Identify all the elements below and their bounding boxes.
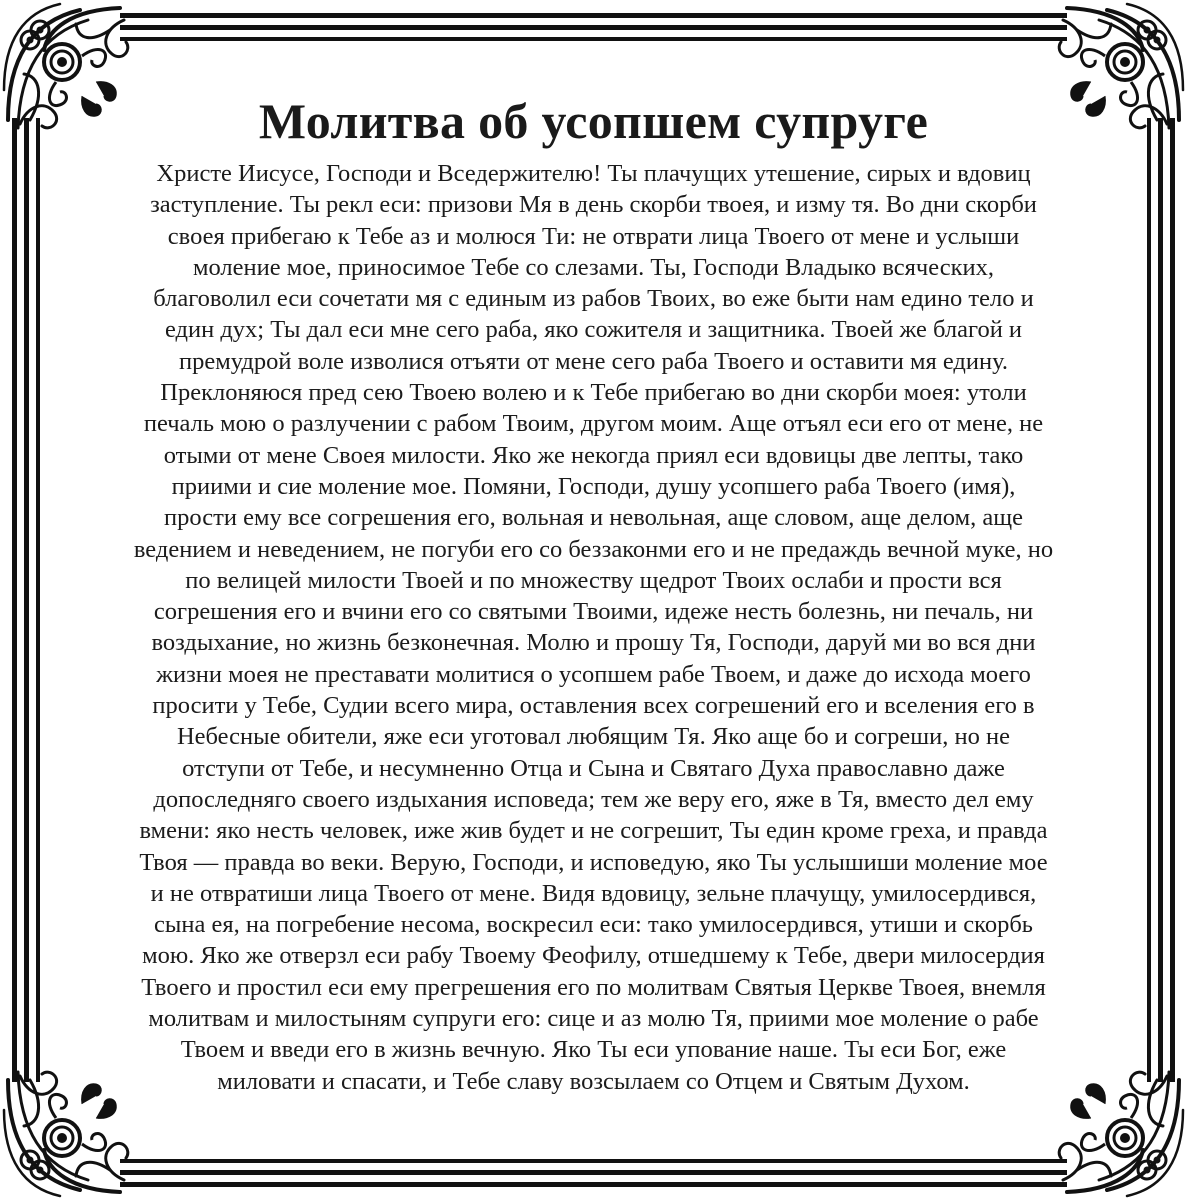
text-line: ведением и неведением, не погуби его со беззаконми его и не предаждь вечной муке, но: [133, 535, 1054, 563]
text-line: премудрой воле изволися отъяти от мене сего раба Твоего и оставити мя едину.: [178, 347, 1009, 375]
border-bottom-inner: [120, 1159, 1067, 1163]
text-line: Твоего и простил еси ему прегрешения его по молитвам Святыя Церкве Твоея, внемля: [141, 973, 1046, 1001]
border-top-middle: [120, 25, 1067, 30]
text-line: моление мое, приносимое Тебе со слезами. Ты, Господи Владыко всяческих,: [193, 253, 994, 281]
text-line: сына ея, на погребение несома, воскресил еси: тако умилосердився, утиши и скорбь: [154, 911, 1033, 939]
border-left-middle: [24, 118, 29, 1082]
text-line: просити у Тебе, Судии всего мира, оставления всех согрешений его и вселения его в: [152, 692, 1035, 720]
border-right-outer: [1170, 118, 1175, 1082]
text-line: печаль мою о разлучении с рабом Твоим, другом моим. Аще отъял еси его от мене, не: [143, 410, 1044, 438]
text-line: допоследняго своего издыхания исповеда; тем же веру его, яже в Тя, вместо дел ему: [153, 785, 1034, 813]
text-line: отступи от Тебе, и несумненно Отца и Сына и Святаго Духа православно даже: [182, 754, 1005, 782]
text-line: заступление. Ты рекл еси: призови Мя в день скорби твоея, и изму тя. Во дни скорби: [150, 191, 1037, 219]
text-line: един дух; Ты дал еси мне сего раба, яко сожителя и защитника. Твоей же благой и: [164, 316, 1023, 344]
border-left-outer: [12, 118, 17, 1082]
border-left-inner: [36, 118, 40, 1082]
border-bottom-middle: [120, 1170, 1067, 1175]
text-line: благоволил еси сочетати мя с единым из рабов Твоих, во еже быти нам едино тело и: [153, 285, 1034, 313]
text-line: миловати и спасати, и Тебе славу возсылаем со Отцем и Святым Духом.: [217, 1067, 970, 1095]
text-line: Твоем и введи его в жизнь вечную. Яко Ты еси упование наше. Ты еси Бог, еже: [180, 1036, 1007, 1064]
text-line: и не отвратиши лица Твоего от мене. Видя вдовицу, зельне плачущу, умилосердився,: [150, 879, 1037, 907]
text-line: вмени: яко несть человек, иже жив будет и не согрешит, Ты един кроме греха, и правда: [139, 817, 1048, 845]
text-line: Преклоняюся пред сею Твоею волею и к Тебе прибегаю во дни скорби моея: утоли: [160, 379, 1027, 407]
text-line: воздыхание, но жизнь безконечная. Молю и прошу Тя, Господи, даруй ми во вся дни: [151, 629, 1036, 657]
border-right-middle: [1158, 118, 1163, 1082]
swirl-ornament-icon: [1047, 0, 1187, 140]
text-line: Твоя — правда во веки. Верую, Господи, и исповедую, яко Ты услышиши моление мое: [139, 848, 1048, 876]
text-line: приими и сие моление мое. Помяни, Господи, душу усопшего раба Твоего (имя),: [171, 472, 1016, 500]
text-line: Христе Иисусе, Господи и Вседержителю! Ты плачущих утешение, сирых и вдовиц: [156, 160, 1031, 187]
swirl-ornament-icon: [0, 0, 140, 140]
border-right-inner: [1147, 118, 1151, 1082]
text-line: по велицей милости Твоей и по множеству щедрот Твоих ослаби и прости вся: [185, 566, 1002, 594]
border-top-outer: [120, 13, 1067, 18]
border-top-inner: [120, 37, 1067, 41]
page-title: Молитва об усопшем супруге: [258, 93, 929, 149]
text-line: мою. Яко же отверзл еси рабу Твоему Феофилу, отшедшему к Тебе, двери милосердия: [142, 942, 1045, 970]
text-line: своея прибегаю к Тебе аз и молюся Ти: не отврати лица Твоего от мене и услыши: [167, 222, 1020, 250]
prayer-text: [100, 158, 1087, 1097]
text-line: Небесные обители, яже еси уготовал любящим Тя. Яко аще бо и согреши, но не: [176, 723, 1011, 751]
text-line: прости ему все согрешения его, вольная и невольная, аще словом, аще делом, аще: [164, 504, 1023, 532]
text-line: жизни моея не преставати молитися о усопшем рабе Твоем, и даже до исхода моего: [156, 660, 1031, 688]
text-line: молитвам и милостыням супруги его: сице и аз молю Тя, приими мое моление о рабе: [148, 1005, 1039, 1033]
text-line: согрешения его и вчини его со святыми Твоими, идеже несть болезнь, ни печаль, ни: [153, 598, 1034, 626]
text-line: отыми от мене Своея милости. Яко же некогда приял еси вдовицы две лепты, тако: [163, 441, 1024, 469]
border-bottom-outer: [120, 1182, 1067, 1187]
